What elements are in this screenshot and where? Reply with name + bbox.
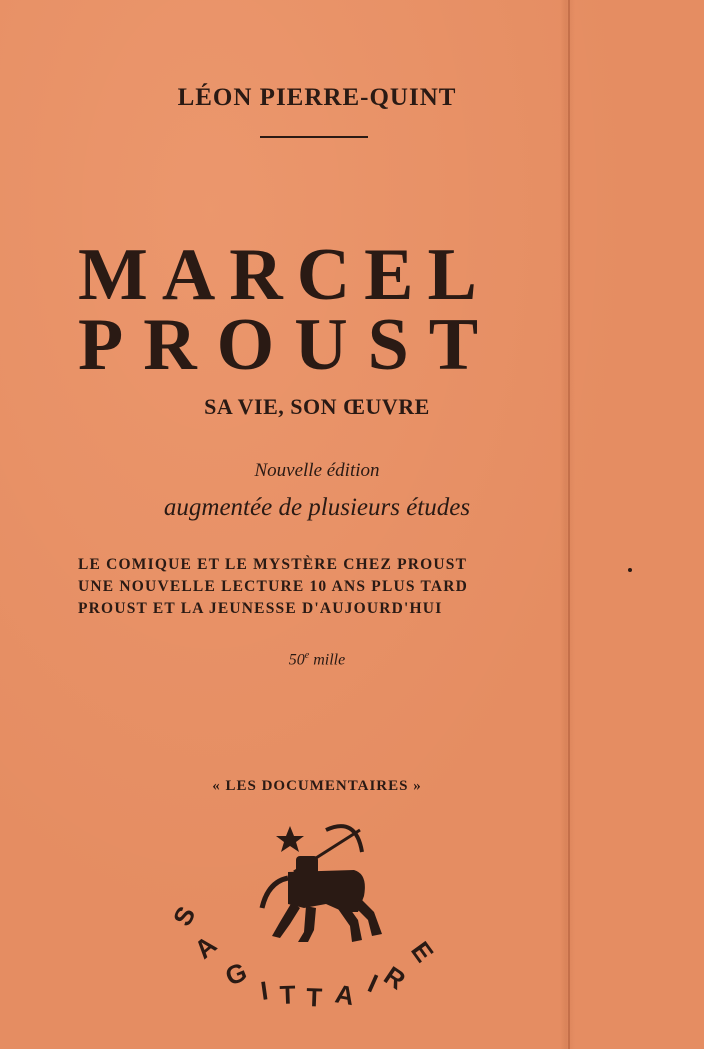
study-item: UNE NOUVELLE LECTURE 10 ANS PLUS TARD bbox=[78, 578, 469, 595]
paper-speck bbox=[628, 568, 632, 572]
svg-text:G: G bbox=[221, 956, 252, 992]
sagittarius-centaur-archer-icon bbox=[262, 826, 382, 942]
studies-list bbox=[78, 554, 556, 620]
title-line-1: MARCEL bbox=[78, 234, 491, 316]
print-run bbox=[0, 650, 634, 669]
svg-text:I: I bbox=[363, 968, 383, 999]
svg-text:E: E bbox=[405, 935, 440, 968]
logo-ring-text bbox=[167, 901, 440, 1012]
print-run-suffix: e bbox=[304, 650, 310, 661]
print-run-number: 50 bbox=[288, 651, 305, 669]
edition-note: Nouvelle édition bbox=[254, 460, 380, 481]
svg-text:S: S bbox=[166, 901, 202, 931]
svg-text:A: A bbox=[332, 978, 357, 1012]
cover-fold-line bbox=[568, 0, 570, 1049]
author-divider bbox=[260, 136, 368, 138]
svg-text:A: A bbox=[188, 929, 223, 965]
svg-text:T: T bbox=[305, 982, 323, 1013]
svg-text:R: R bbox=[378, 960, 411, 996]
author-name: LÉON PIERRE-QUINT bbox=[177, 84, 457, 111]
study-item: PROUST ET LA JEUNESSE D'AUJOURD'HUI bbox=[78, 600, 443, 617]
print-run-word: mille bbox=[313, 651, 346, 669]
publisher-logo bbox=[166, 812, 476, 1013]
title-line-2: PROUST bbox=[78, 304, 499, 386]
subtitle: SA VIE, SON ŒUVRE bbox=[204, 394, 430, 419]
svg-text:I: I bbox=[258, 975, 270, 1006]
augment-note: augmentée de plusieurs études bbox=[163, 494, 471, 521]
series-name: « LES DOCUMENTAIRES » bbox=[212, 778, 422, 794]
svg-text:T: T bbox=[279, 979, 297, 1010]
study-item: LE COMIQUE ET LE MYSTÈRE CHEZ PROUST bbox=[78, 556, 468, 573]
